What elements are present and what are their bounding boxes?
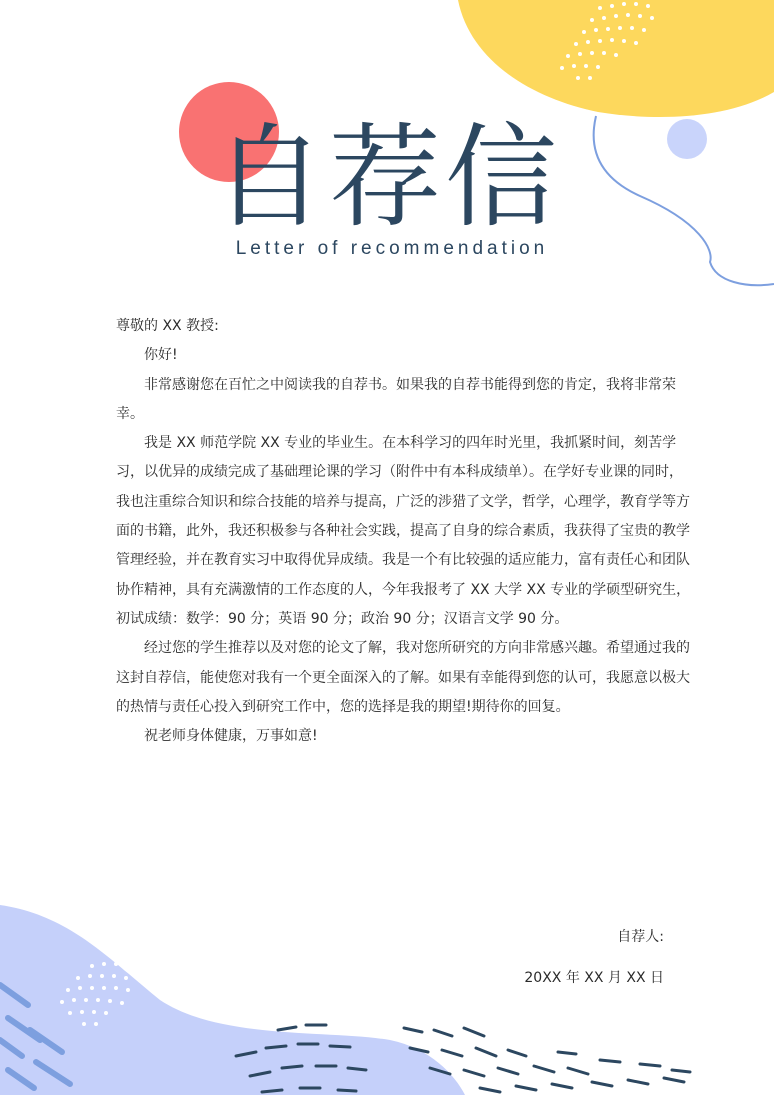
- salutation: 尊敬的 XX 教授:: [116, 318, 219, 334]
- paragraph-thanks: 非常感谢您在百忙之中阅读我的自荐书。如果我的自荐书能得到您的肯定，我将非常荣幸。: [116, 376, 676, 422]
- page-title: 自荐信: [213, 113, 561, 243]
- letter-date: 20XX 年 XX 月 XX 日: [524, 970, 664, 986]
- page-subtitle: Letter of recommendation: [235, 238, 549, 259]
- signer-label: 自荐人:: [617, 929, 664, 945]
- letter-body: [116, 312, 691, 751]
- paragraph-closing: 祝老师身体健康，万事如意!: [144, 728, 318, 745]
- paragraph-interest: 经过您的学生推荐以及对您的论文了解，我对您所研究的方向非常感兴趣。希望通过我的这封自荐信，能使您对我有一个更全面深入的了解。如果有幸能得到您的认可，我愿意以极大的热情与责任心投入到研究工作中，您的选择是我的期望!期待你的回复。: [116, 640, 690, 715]
- paragraph-background: 我是 XX 师范学院 XX 专业的毕业生。在本科学习的四年时光里，我抓紧时间，刻苦学习，以优异的成绩完成了基础理论课的学习（附件中有本科成绩单）。在学好专业课的同时，我也注重综合知识和综合技能的培养与提高，广泛的涉猎了文学，哲学，心理学，教育学等方面的书籍，此外，我还积极参与各种社会实践，提高了自身的综合素质，我获得了宝贵的教学管理经验，并在教育实习中取得优异成绩。我是一个有比较强的适应能力，富有责任心和团队协作精神，具有充满激情的工作态度的人，今年我报考了 XX 大学 XX 专业的学硕型研究生，初试成绩：数学：90 分；英语 90 分；政治 90 分；汉语言文学 90 分。: [116, 435, 691, 627]
- greeting: 你好!: [144, 347, 178, 364]
- blue-wave-bottom: [0, 905, 465, 1095]
